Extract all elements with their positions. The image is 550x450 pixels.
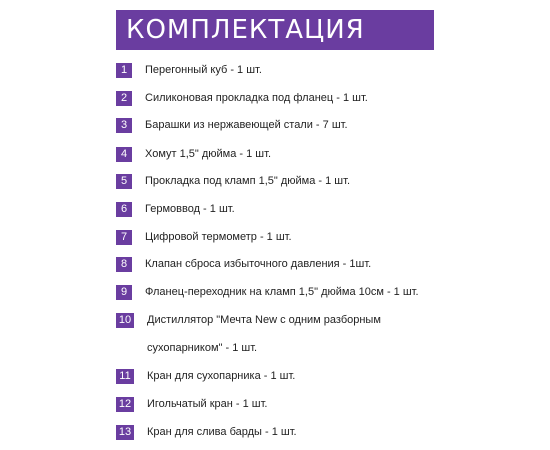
item-text: Прокладка под кламп 1,5" дюйма - 1 шт. bbox=[145, 175, 351, 187]
list-item bbox=[116, 202, 235, 217]
item-number-badge: 5 bbox=[116, 174, 132, 189]
list-item bbox=[116, 425, 297, 440]
item-number-badge: 11 bbox=[116, 369, 134, 384]
item-text: Клапан сброса избыточного давления - 1шт. bbox=[145, 258, 372, 270]
item-number-badge: 4 bbox=[116, 147, 132, 162]
item-text: Кран для сухопарника - 1 шт. bbox=[147, 370, 296, 382]
item-text: Силиконовая прокладка под фланец - 1 шт. bbox=[145, 92, 368, 104]
item-text: Перегонный куб - 1 шт. bbox=[145, 64, 262, 76]
item-number-badge: 8 bbox=[116, 257, 132, 272]
item-text bbox=[147, 306, 447, 362]
item-text: Гермоввод - 1 шт. bbox=[145, 203, 235, 215]
list-item bbox=[116, 91, 368, 106]
list-item bbox=[116, 285, 419, 300]
list-item bbox=[116, 257, 371, 272]
item-text-line: Дистиллятор "Мечта New с одним разборным bbox=[147, 314, 381, 326]
item-text: Хомут 1,5" дюйма - 1 шт. bbox=[145, 148, 272, 160]
item-number-badge: 9 bbox=[116, 285, 132, 300]
item-number-badge: 3 bbox=[116, 118, 132, 133]
list-item bbox=[116, 230, 292, 245]
list-item bbox=[116, 369, 295, 384]
item-number-badge: 2 bbox=[116, 91, 132, 106]
item-text: Барашки из нержавеющей стали - 7 шт. bbox=[145, 119, 348, 131]
item-text: Цифровой термометр - 1 шт. bbox=[145, 231, 292, 243]
item-text-line: сухопарником" - 1 шт. bbox=[147, 342, 258, 354]
list-item bbox=[116, 313, 447, 362]
item-number-badge: 7 bbox=[116, 230, 132, 245]
item-text: Кран для слива барды - 1 шт. bbox=[147, 426, 297, 438]
item-number-badge: 13 bbox=[116, 425, 134, 440]
item-number-badge: 1 bbox=[116, 63, 132, 78]
section-header bbox=[116, 10, 434, 50]
list-item bbox=[116, 147, 271, 162]
list-item bbox=[116, 174, 350, 189]
item-number-badge: 10 bbox=[116, 313, 134, 328]
item-number-badge: 6 bbox=[116, 202, 132, 217]
list-item bbox=[116, 118, 348, 133]
list-item bbox=[116, 397, 268, 412]
list-item bbox=[116, 63, 262, 78]
section-title: КОМПЛЕКТАЦИЯ bbox=[126, 15, 365, 45]
item-text: Фланец-переходник на кламп 1,5" дюйма 10см - 1 шт. bbox=[145, 286, 419, 298]
item-number-badge: 12 bbox=[116, 397, 134, 412]
item-text: Игольчатый кран - 1 шт. bbox=[147, 398, 268, 410]
